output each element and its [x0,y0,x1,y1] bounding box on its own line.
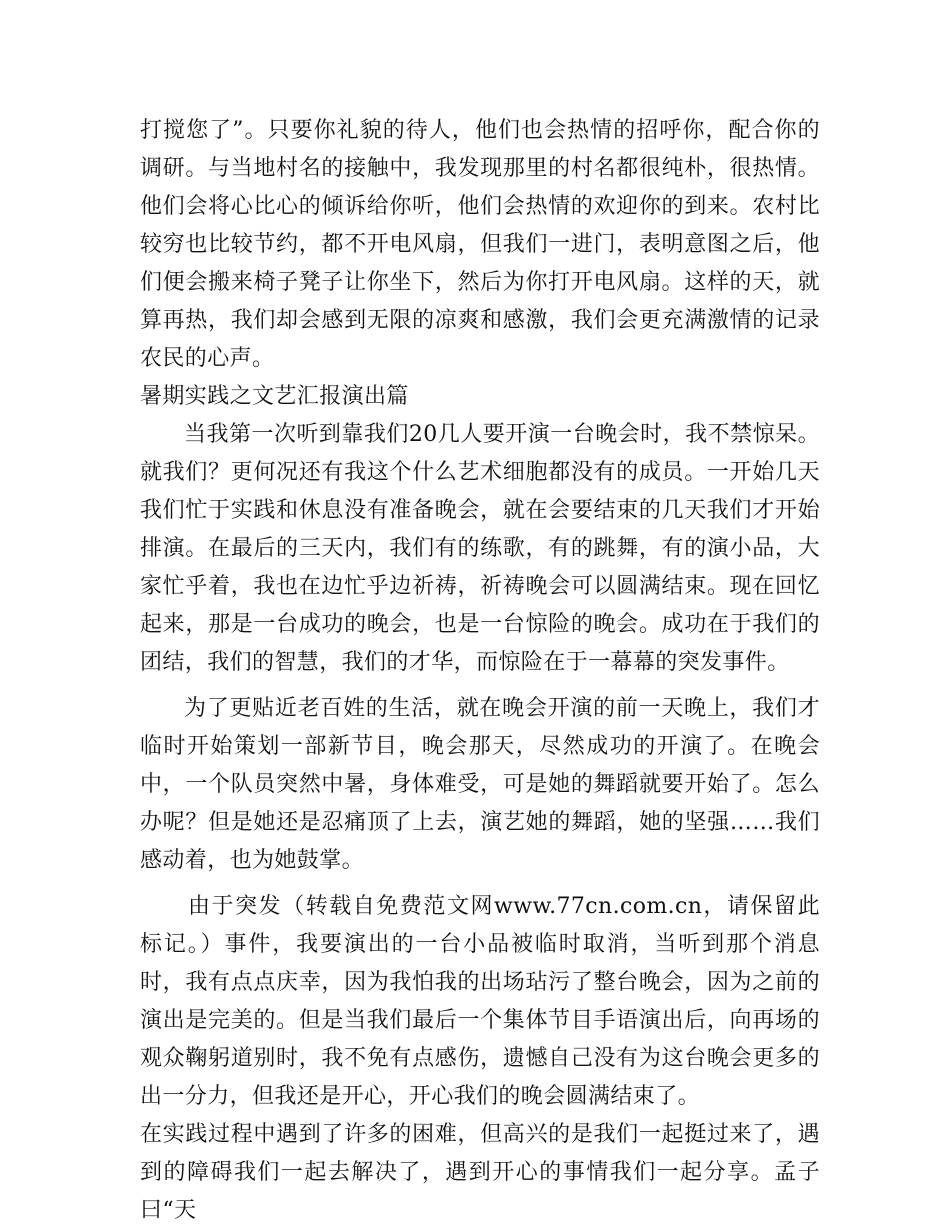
paragraph-new-program: 为了更贴近老百姓的生活，就在晚会开演的前一天晚上，我们才临时开始策划一部新节目，晚会那天，尽然成功的开演了。在晚会中，一个队员突然中暑，身体难受，可是她的舞蹈就要开始了。怎么办呢？但是她还是忍痛顶了上去，演艺她的舞蹈，她的坚强……我们感动着，也为她鼓掌。 [140,696,820,873]
paragraph-continued: 打搅您了”。只要你礼貌的待人，他们也会热情的招呼你，配合你的调研。与当地村名的接触中，我发现那里的村名都很纯朴，很热情。他们会将心比心的倾诉给你听，他们会热情的欢迎你的到来。农村比较穷也比较节约，都不开电风扇，但我们一进门，表明意图之后，他们便会搬来椅子凳子让你坐下，然后为你打开电风扇。这样的天，就算再热，我们却会感到无限的凉爽和感激，我们会更充满激情的记录农民的心声。 [140,118,820,371]
paragraph-sudden-event: 由于突发（转载自免费范文网www.77cn.com.cn，请保留此标记。）事件，我要演出的一台小品被临时取消，当听到那个消息时，我有点点庆幸，因为我怕我的出场玷污了整台晚会，因为之前的演出是完美的。但是当我们最后一个集体节目手语演出后，向再场的观众鞠躬道别时，我不免有点感伤，遗憾自己没有为这台晚会更多的出一分力，但我还是开心，开心我们的晚会圆满结束了。 [140,894,820,1109]
paragraph-performance-intro: 当我第一次听到靠我们20几人要开演一台晚会时，我不禁惊呆。就我们？更何况还有我这个什么艺术细胞都没有的成员。一开始几天我们忙于实践和休息没有准备晚会，就在会要结束的几天我们才开始排演。在最后的三天内，我们有的练歌，有的跳舞，有的演小品，大家忙乎着，我也在边忙乎边祈祷，祈祷晚会可以圆满结束。现在回忆起来，那是一台成功的晚会，也是一台惊险的晚会。成功在于我们的团结，我们的智慧，我们的才华，而惊险在于一幕幕的突发事件。 [140,422,820,675]
section-heading: 暑期实践之文艺汇报演出篇 [140,384,409,409]
paragraph-conclusion: 在实践过程中遇到了许多的困难，但高兴的是我们一起挺过来了，遇到的障碍我们一起去解决了，遇到开心的事情我们一起分享。孟子曰“天 [140,1122,820,1223]
document-body [140,112,820,1230]
